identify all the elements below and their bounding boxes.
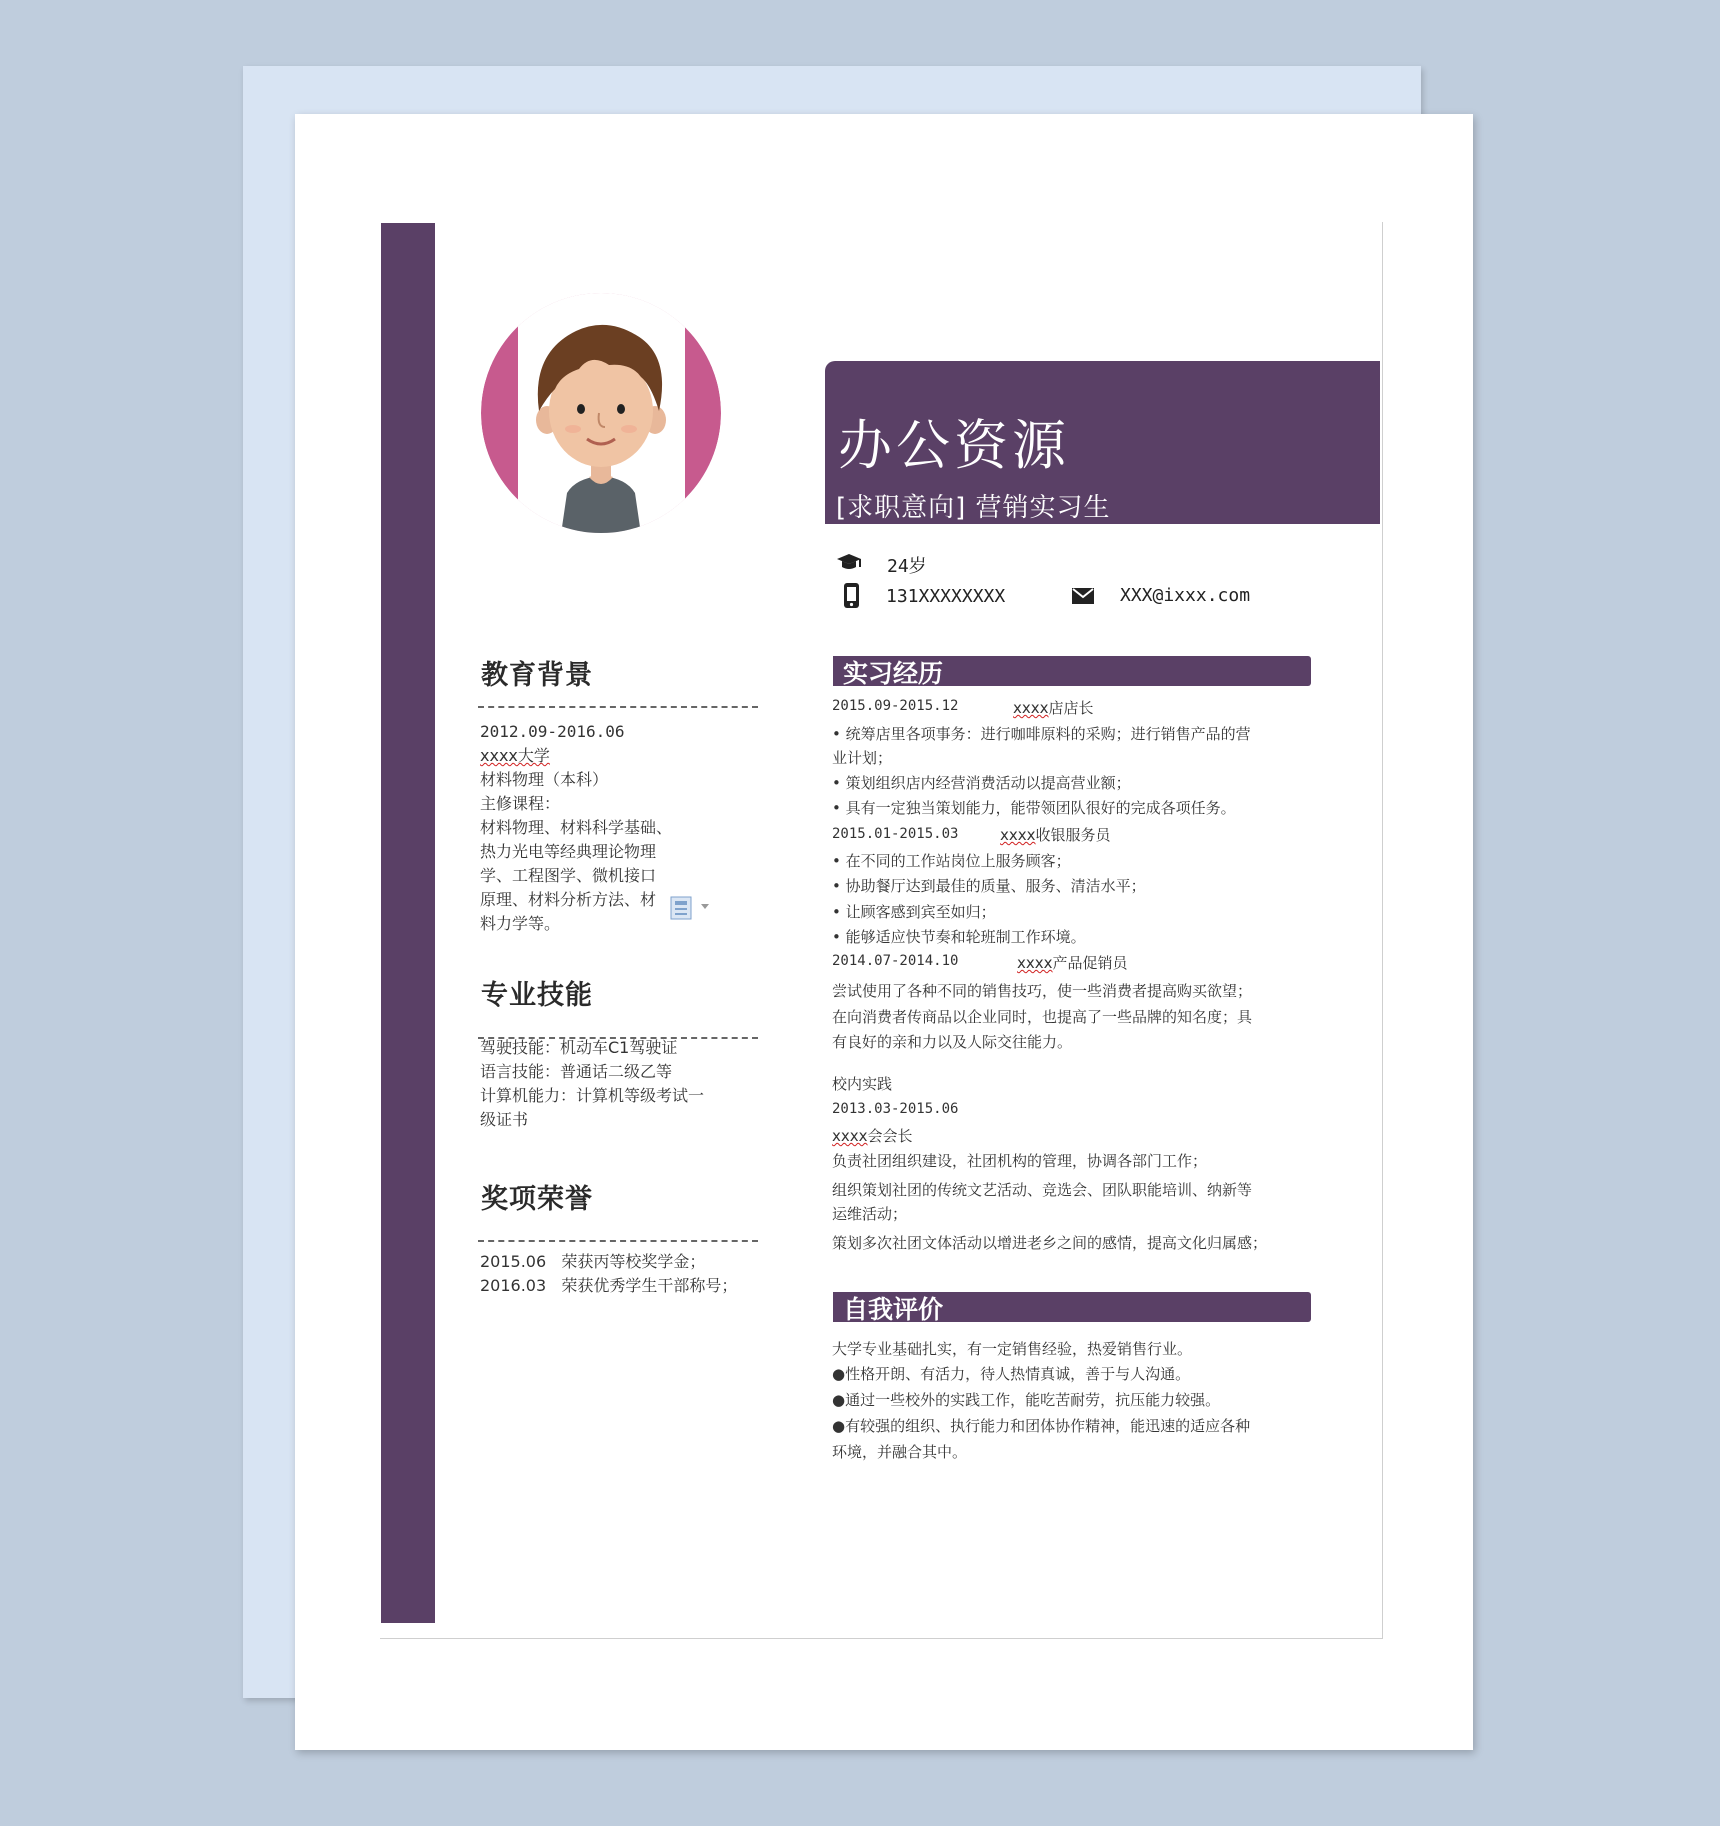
job-1-org: xxxx	[1013, 699, 1049, 717]
education-school	[480, 744, 750, 768]
job-intent: [求职意向] 营销实习生	[836, 493, 1111, 523]
job-3-line: 在向消费者传商品以企业同时，也提高了一些品牌的知名度；具	[832, 1008, 1253, 1026]
education-title: 教育背景	[481, 660, 593, 691]
mobile-phone-icon	[843, 582, 861, 610]
job-2-bullet: • 在不同的工作站岗位上服务顾客；	[832, 852, 1071, 870]
campus-line: 运维活动；	[832, 1205, 908, 1223]
age-value: 24岁	[887, 556, 927, 577]
awards-divider	[478, 1240, 758, 1242]
skill-line: 计算机能力：计算机等级考试一	[480, 1086, 705, 1105]
education-major: 材料物理（本科）	[480, 770, 609, 789]
campus-period: 2013.03-2015.06	[832, 1101, 959, 1117]
course-line: 热力光电等经典理论物理	[480, 842, 657, 861]
job-2-org: xxxx	[1000, 826, 1036, 844]
skill-line: 驾驶技能：机动车C1驾驶证	[480, 1038, 678, 1057]
job-1-bullet: • 统筹店里各项事务：进行咖啡原料的采购；进行销售产品的营	[832, 725, 1251, 743]
skills-details	[480, 1036, 750, 1132]
education-period: 2012.09-2016.06	[480, 722, 625, 741]
candidate-name: 办公资源	[838, 414, 1070, 477]
education-courses-label: 主修课程：	[480, 794, 561, 813]
self-eval-line: 环境，并融合其中。	[832, 1443, 968, 1461]
course-line: 原理、材料分析方法、材	[480, 890, 657, 909]
job-1-bullet: • 具有一定独当策划能力，能带领团队很好的完成各项任务。	[832, 799, 1236, 817]
self-eval-header	[833, 1292, 1311, 1322]
skills-title: 专业技能	[481, 980, 593, 1011]
envelope-icon	[1071, 587, 1095, 605]
job-1-bullet: • 策划组织店内经营消费活动以提高营业额；	[832, 774, 1131, 792]
campus-org: xxxx	[832, 1127, 868, 1145]
job-1-period: 2015.09-2015.12	[832, 698, 959, 714]
education-divider	[478, 706, 758, 708]
job-3-role: 产品促销员	[1052, 954, 1128, 972]
job-1-role: 店店长	[1048, 699, 1094, 717]
campus-line: 组织策划社团的传统文艺活动、竞选会、团队职能培训、纳新等	[832, 1181, 1253, 1199]
self-eval-line: ●有较强的组织、执行能力和团体协作精神，能迅速的适应各种	[832, 1417, 1251, 1435]
course-line: 学、工程图学、微机接口	[480, 866, 657, 885]
phone-value: 131XXXXXXXX	[886, 586, 1006, 607]
job-3-line: 有良好的亲和力以及人际交往能力。	[832, 1033, 1073, 1051]
job-2-title	[1000, 824, 1500, 845]
job-2-period: 2015.01-2015.03	[832, 826, 959, 842]
campus-role: 会会长	[867, 1127, 913, 1145]
internship-title: 实习经历	[843, 659, 944, 688]
self-eval-line: ●通过一些校外的实践工作，能吃苦耐劳，抗压能力较强。	[832, 1391, 1221, 1409]
campus-line: 策划多次社团文体活动以增进老乡之间的感情，提高文化归属感；	[832, 1234, 1268, 1252]
awards-title: 奖项荣誉	[481, 1184, 593, 1215]
job-2-bullet: • 协助餐厅达到最佳的质量、服务、清洁水平；	[832, 877, 1146, 895]
course-line: 材料物理、材料科学基础、	[480, 818, 673, 837]
job-3-title	[1017, 952, 1517, 973]
job-1-bullet: 业计划；	[832, 749, 893, 767]
graduation-cap-icon	[836, 552, 862, 572]
avatar	[481, 293, 722, 534]
awards-details	[480, 1250, 750, 1298]
job-2-bullet: • 让顾客感到宾至如归；	[832, 903, 996, 921]
job-1-title	[1013, 697, 1513, 718]
self-eval-line: 大学专业基础扎实，有一定销售经验，热爱销售行业。	[832, 1340, 1193, 1358]
campus-line: 负责社团组织建设，社团机构的管理，协调各部门工作；	[832, 1152, 1208, 1170]
job-2-role: 收银服务员	[1035, 826, 1111, 844]
paste-options-icon[interactable]	[669, 895, 713, 921]
self-eval-title: 自我评价	[843, 1295, 944, 1324]
education-school-text: xxxx大学	[480, 746, 550, 765]
job-3-period: 2014.07-2014.10	[832, 953, 959, 969]
award-line: 2016.03 荣获优秀学生干部称号；	[480, 1276, 738, 1295]
campus-label: 校内实践	[832, 1075, 893, 1093]
internship-header	[833, 656, 1311, 686]
skill-line: 级证书	[480, 1110, 529, 1129]
email-value: XXX@ixxx.com	[1120, 585, 1251, 606]
job-3-org: xxxx	[1017, 954, 1053, 972]
left-accent-bar	[381, 223, 435, 1623]
award-line: 2015.06 荣获丙等校奖学金；	[480, 1252, 706, 1271]
job-2-bullet: • 能够适应快节奏和轮班制工作环境。	[832, 928, 1086, 946]
campus-title	[832, 1125, 1332, 1146]
skill-line: 语言技能：普通话二级乙等	[480, 1062, 673, 1081]
job-3-line: 尝试使用了各种不同的销售技巧，使一些消费者提高购买欲望；	[832, 982, 1253, 1000]
course-line: 料力学等。	[480, 914, 561, 933]
self-eval-line: ●性格开朗、有活力，待人热情真诚，善于与人沟通。	[832, 1365, 1191, 1383]
